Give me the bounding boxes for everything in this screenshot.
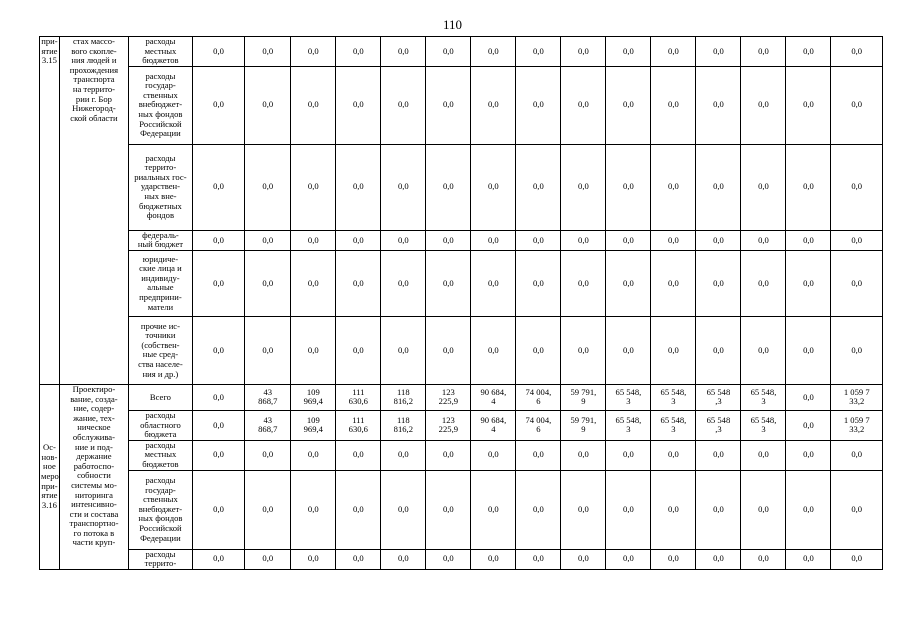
- value-cell: 0,0: [471, 470, 516, 549]
- value-cell: 0,0: [245, 470, 291, 549]
- value-cell: 0,0: [606, 66, 651, 144]
- funding-source-cell: юридиче- ские лица и индивиду- альные предприни- матели: [129, 250, 193, 316]
- value-cell: 0,0: [741, 470, 786, 549]
- funding-source-cell: расходы государ- ственных внебюджет- ных фондов Российской Федерации: [129, 470, 193, 549]
- value-cell: 0,0: [336, 440, 381, 470]
- value-cell: 0,0: [381, 37, 426, 67]
- table-row: [40, 144, 883, 230]
- value-cell: 0,0: [516, 144, 561, 230]
- value-cell: 0,0: [741, 250, 786, 316]
- value-cell: 0,0: [516, 37, 561, 67]
- value-cell: 0,0: [336, 37, 381, 67]
- value-cell: 0,0: [381, 470, 426, 549]
- value-cell: 74 004, 6: [516, 410, 561, 440]
- value-cell: 0,0: [696, 440, 741, 470]
- value-cell: 65 548, 3: [606, 384, 651, 410]
- value-cell: 0,0: [561, 549, 606, 569]
- funding-source-cell: расходы террито- риальных гос- ударствен- ных вне- бюджетных фондов: [129, 144, 193, 230]
- value-cell: 0,0: [471, 37, 516, 67]
- value-cell: 0,0: [606, 144, 651, 230]
- value-cell: 0,0: [291, 250, 336, 316]
- value-cell: 0,0: [192, 410, 244, 440]
- value-cell: 0,0: [336, 250, 381, 316]
- value-cell: 0,0: [831, 440, 883, 470]
- value-cell: 59 791, 9: [561, 384, 606, 410]
- value-cell: 0,0: [831, 37, 883, 67]
- table-row: [40, 316, 883, 384]
- value-cell: 0,0: [831, 230, 883, 250]
- value-cell: 74 004, 6: [516, 384, 561, 410]
- value-cell: 0,0: [381, 549, 426, 569]
- value-cell: 0,0: [426, 250, 471, 316]
- value-cell: 0,0: [561, 37, 606, 67]
- value-cell: 0,0: [561, 250, 606, 316]
- value-cell: 0,0: [831, 549, 883, 569]
- funding-source-cell: федераль- ный бюджет: [129, 230, 193, 250]
- value-cell: 118 816,2: [381, 410, 426, 440]
- value-cell: 0,0: [696, 316, 741, 384]
- value-cell: 0,0: [651, 549, 696, 569]
- value-cell: 0,0: [336, 470, 381, 549]
- value-cell: 65 548, 3: [606, 410, 651, 440]
- value-cell: 0,0: [381, 66, 426, 144]
- value-cell: 0,0: [696, 230, 741, 250]
- value-cell: 65 548 ,3: [696, 410, 741, 440]
- value-cell: 0,0: [741, 37, 786, 67]
- value-cell: 0,0: [651, 230, 696, 250]
- value-cell: 0,0: [516, 549, 561, 569]
- value-cell: 0,0: [786, 66, 831, 144]
- funding-source-cell: Всего: [129, 384, 193, 410]
- value-cell: 0,0: [336, 549, 381, 569]
- value-cell: 0,0: [606, 250, 651, 316]
- value-cell: 0,0: [192, 66, 244, 144]
- funding-source-cell: расходы местных бюджетов: [129, 440, 193, 470]
- value-cell: 0,0: [516, 470, 561, 549]
- value-cell: 0,0: [291, 470, 336, 549]
- table-row: [40, 230, 883, 250]
- value-cell: 0,0: [192, 144, 244, 230]
- table-row: [40, 440, 883, 470]
- value-cell: 0,0: [516, 250, 561, 316]
- value-cell: 0,0: [192, 316, 244, 384]
- value-cell: 0,0: [336, 144, 381, 230]
- value-cell: 0,0: [696, 66, 741, 144]
- value-cell: 0,0: [651, 316, 696, 384]
- value-cell: 123 225,9: [426, 410, 471, 440]
- value-cell: 109 969,4: [291, 410, 336, 440]
- value-cell: 0,0: [245, 316, 291, 384]
- value-cell: 0,0: [786, 549, 831, 569]
- value-cell: 0,0: [426, 549, 471, 569]
- value-cell: 43 868,7: [245, 384, 291, 410]
- value-cell: 0,0: [291, 144, 336, 230]
- value-cell: 0,0: [651, 144, 696, 230]
- table-row: [40, 384, 883, 410]
- value-cell: 0,0: [192, 37, 244, 67]
- value-cell: 0,0: [426, 66, 471, 144]
- measure-3-15-code: при- ятие 3.15: [40, 37, 60, 385]
- value-cell: 65 548, 3: [741, 384, 786, 410]
- budget-table: [39, 36, 883, 570]
- value-cell: 0,0: [426, 470, 471, 549]
- value-cell: 111 630,6: [336, 384, 381, 410]
- value-cell: 0,0: [741, 144, 786, 230]
- value-cell: 0,0: [245, 250, 291, 316]
- value-cell: 0,0: [471, 250, 516, 316]
- value-cell: 0,0: [245, 230, 291, 250]
- value-cell: 0,0: [741, 230, 786, 250]
- measure-3-16-name: Проектиро- вание, созда- ние, содер- жание, тех- ническое обслужива- ние и под- держание работоспо- собности системы мо- ниторинга интенсивно- сти и состава транспортно- го потока в части круп-: [59, 384, 128, 569]
- value-cell: 0,0: [786, 316, 831, 384]
- value-cell: 0,0: [786, 250, 831, 316]
- value-cell: 0,0: [831, 470, 883, 549]
- value-cell: 0,0: [192, 384, 244, 410]
- value-cell: 0,0: [245, 440, 291, 470]
- funding-source-cell: расходы террито-: [129, 549, 193, 569]
- value-cell: 0,0: [245, 144, 291, 230]
- value-cell: 90 684, 4: [471, 410, 516, 440]
- value-cell: 0,0: [192, 230, 244, 250]
- table-row: [40, 470, 883, 549]
- value-cell: 0,0: [426, 144, 471, 230]
- value-cell: 65 548, 3: [651, 384, 696, 410]
- value-cell: 0,0: [381, 440, 426, 470]
- value-cell: 0,0: [291, 549, 336, 569]
- value-cell: 0,0: [561, 470, 606, 549]
- value-cell: 0,0: [831, 66, 883, 144]
- value-cell: 43 868,7: [245, 410, 291, 440]
- value-cell: 0,0: [786, 230, 831, 250]
- value-cell: 0,0: [606, 470, 651, 549]
- measure-3-16-code: Ос- нов- ное меро при- ятие 3.16: [40, 384, 60, 569]
- value-cell: 0,0: [696, 37, 741, 67]
- value-cell: 0,0: [696, 470, 741, 549]
- value-cell: 109 969,4: [291, 384, 336, 410]
- value-cell: 0,0: [831, 316, 883, 384]
- value-cell: 0,0: [245, 549, 291, 569]
- value-cell: 0,0: [426, 440, 471, 470]
- value-cell: 0,0: [651, 37, 696, 67]
- value-cell: 0,0: [245, 66, 291, 144]
- value-cell: 0,0: [426, 316, 471, 384]
- table-row: [40, 250, 883, 316]
- value-cell: 0,0: [192, 549, 244, 569]
- value-cell: 0,0: [426, 230, 471, 250]
- value-cell: 0,0: [561, 230, 606, 250]
- value-cell: 0,0: [741, 549, 786, 569]
- value-cell: 0,0: [696, 250, 741, 316]
- value-cell: 0,0: [336, 316, 381, 384]
- value-cell: 0,0: [471, 440, 516, 470]
- value-cell: 0,0: [516, 230, 561, 250]
- table-row: [40, 410, 883, 440]
- funding-source-cell: расходы государ- ственных внебюджет- ных фондов Российской Федерации: [129, 66, 193, 144]
- value-cell: 0,0: [471, 549, 516, 569]
- value-cell: 90 684, 4: [471, 384, 516, 410]
- value-cell: 0,0: [192, 440, 244, 470]
- value-cell: 0,0: [516, 316, 561, 384]
- value-cell: 0,0: [336, 230, 381, 250]
- value-cell: 0,0: [831, 250, 883, 316]
- value-cell: 0,0: [471, 316, 516, 384]
- value-cell: 0,0: [786, 37, 831, 67]
- value-cell: 1 059 7 33,2: [831, 410, 883, 440]
- value-cell: 118 816,2: [381, 384, 426, 410]
- value-cell: 0,0: [471, 144, 516, 230]
- funding-source-cell: расходы местных бюджетов: [129, 37, 193, 67]
- value-cell: 123 225,9: [426, 384, 471, 410]
- value-cell: 1 059 7 33,2: [831, 384, 883, 410]
- value-cell: 0,0: [471, 230, 516, 250]
- value-cell: 0,0: [561, 440, 606, 470]
- value-cell: 0,0: [606, 230, 651, 250]
- value-cell: 0,0: [786, 144, 831, 230]
- value-cell: 0,0: [291, 66, 336, 144]
- value-cell: 0,0: [606, 37, 651, 67]
- value-cell: 0,0: [336, 66, 381, 144]
- value-cell: 65 548, 3: [741, 410, 786, 440]
- value-cell: 0,0: [516, 440, 561, 470]
- value-cell: 0,0: [606, 440, 651, 470]
- value-cell: 65 548, 3: [651, 410, 696, 440]
- value-cell: 0,0: [471, 66, 516, 144]
- value-cell: 0,0: [741, 316, 786, 384]
- table-row: [40, 37, 883, 67]
- value-cell: 0,0: [291, 316, 336, 384]
- measure-3-15-name: стах массо- вого скопле- ния людей и прохождения транспорта на террито- рии г. Бор Нижегород- ской области: [59, 37, 128, 385]
- value-cell: 0,0: [561, 316, 606, 384]
- value-cell: 0,0: [786, 440, 831, 470]
- value-cell: 0,0: [426, 37, 471, 67]
- value-cell: 0,0: [245, 37, 291, 67]
- page-number: 110: [442, 17, 463, 32]
- value-cell: 0,0: [741, 66, 786, 144]
- value-cell: 0,0: [381, 250, 426, 316]
- value-cell: 0,0: [786, 384, 831, 410]
- value-cell: 0,0: [381, 230, 426, 250]
- value-cell: 59 791, 9: [561, 410, 606, 440]
- value-cell: 0,0: [651, 440, 696, 470]
- value-cell: 0,0: [606, 549, 651, 569]
- value-cell: 0,0: [696, 549, 741, 569]
- value-cell: 65 548 ,3: [696, 384, 741, 410]
- value-cell: 0,0: [192, 250, 244, 316]
- value-cell: 0,0: [606, 316, 651, 384]
- value-cell: 0,0: [696, 144, 741, 230]
- value-cell: 0,0: [291, 440, 336, 470]
- table-row: [40, 549, 883, 569]
- value-cell: 0,0: [291, 37, 336, 67]
- value-cell: 0,0: [741, 440, 786, 470]
- value-cell: 0,0: [831, 144, 883, 230]
- value-cell: 0,0: [561, 144, 606, 230]
- value-cell: 111 630,6: [336, 410, 381, 440]
- table-row: [40, 66, 883, 144]
- value-cell: 0,0: [561, 66, 606, 144]
- value-cell: 0,0: [786, 410, 831, 440]
- value-cell: 0,0: [291, 230, 336, 250]
- value-cell: 0,0: [651, 66, 696, 144]
- value-cell: 0,0: [192, 470, 244, 549]
- funding-source-cell: прочие ис- точники (собствен- ные сред- ства населе- ния и др.): [129, 316, 193, 384]
- value-cell: 0,0: [786, 470, 831, 549]
- value-cell: 0,0: [651, 250, 696, 316]
- value-cell: 0,0: [516, 66, 561, 144]
- value-cell: 0,0: [651, 470, 696, 549]
- value-cell: 0,0: [381, 316, 426, 384]
- value-cell: 0,0: [381, 144, 426, 230]
- funding-source-cell: расходы областного бюджета: [129, 410, 193, 440]
